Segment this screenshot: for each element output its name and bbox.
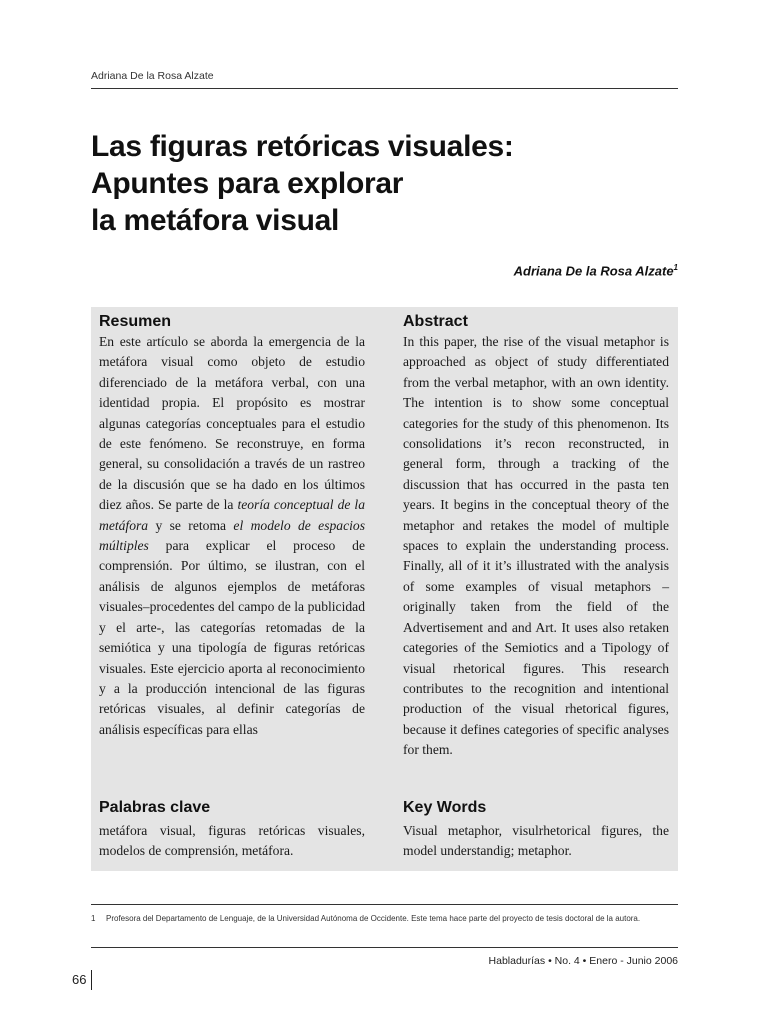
abstract-column	[403, 307, 669, 761]
author-byline	[514, 263, 678, 278]
resumen-italic-model: el modelo de espacios múltiples	[99, 517, 365, 554]
resumen-column	[99, 307, 365, 740]
resumen-body	[99, 332, 365, 740]
resumen-text: y se retoma	[148, 517, 234, 533]
author-name: Adriana De la Rosa Alzate	[513, 263, 674, 279]
footer-journal-info: Habladurías • No. 4 • Enero - Junio 2006	[488, 955, 678, 967]
footnote-mark: 1	[673, 263, 678, 272]
palabras-clave-heading: Palabras clave	[99, 799, 211, 816]
title-line: la metáfora visual	[91, 204, 340, 237]
footnote-text: Profesora del Departamento de Lenguaje, de la Universidad Autónoma de Occidente. Este tema hace parte del proyecto de tesis doctoral de la autora.	[106, 914, 641, 923]
key-words-body-wrap	[403, 821, 669, 862]
resumen-text: para explicar el proceso de comprensión. Por último, se ilustran, con el análisis de algunos ejemplos de metáforas visuales–procedentes del campo de la publicidad y el arte-, las categorías retomadas de la semiótica y una tipología de figuras retóricas visuales. Este ejercicio aporta al reconocimiento y a la producción intencional de las figuras retóricas visuales, al definir categorías de análisis específicas para ellas	[99, 538, 365, 737]
page-number-bar	[91, 970, 92, 990]
abstract-box	[91, 307, 678, 871]
resumen-text: En este artículo se aborda la emergencia de la metáfora visual como objeto de estudio diferenciado de la metáfora verbal, con una identidad propia. El propósito es mostrar algunas categorías conceptuales para el estudio de este fenómeno. Se reconstruye, en forma general, su consolidación a través de un rastreo de la discusión que se ha dado en los últimos diez años. Se parte de la	[99, 334, 365, 513]
title-line: Las figuras retóricas visuales:	[91, 130, 514, 163]
footer-divider	[91, 947, 678, 948]
footnote	[91, 914, 681, 924]
key-words-section	[403, 793, 669, 818]
title-line: Apuntes para explorar	[91, 167, 404, 200]
key-words-heading: Key Words	[403, 799, 487, 816]
palabras-clave-body-wrap	[99, 821, 365, 862]
footnote-number: 1	[91, 914, 96, 923]
palabras-clave-body: metáfora visual, figuras retóricas visuales, modelos de comprensión, metáfora.	[99, 823, 365, 859]
article-title	[91, 128, 651, 239]
running-header-author: Adriana De la Rosa Alzate	[91, 70, 214, 82]
abstract-body: In this paper, the rise of the visual metaphor is approached as object of study differentiated from the verbal metaphor, with an own identity. The intention is to show some conceptual categories for the study of this phenomenon. Its consolidations it’s recon reconstructed, in general form, through a tracking of the discussion that has occurred in the pasta ten years. It begins in the conceptual theory of the metaphor and retakes the model of multiple spaces to explain the understanding process. Finally, all of it it’s illustrated with the analysis of some examples of visual metaphors – originally taken from the field of the Advertisement and and Art. It uses also retaken categories of the Semiotics and a Tipology of visual rhetorical figures. This research contributes to the recognition and intentional production of the visual rhetorical figures, because it defines categories of specific analyses for them.	[403, 334, 669, 758]
palabras-clave-section	[99, 793, 365, 818]
page-number: 66	[72, 972, 87, 987]
resumen-heading: Resumen	[99, 313, 172, 330]
abstract-heading: Abstract	[403, 313, 468, 330]
footnote-divider	[91, 904, 678, 905]
header-divider	[91, 88, 678, 89]
key-words-body: Visual metaphor, visulrhetorical figures, the model understandig; metaphor.	[403, 823, 669, 859]
resumen-italic-theory: teoría conceptual de la metáfora	[99, 497, 365, 533]
